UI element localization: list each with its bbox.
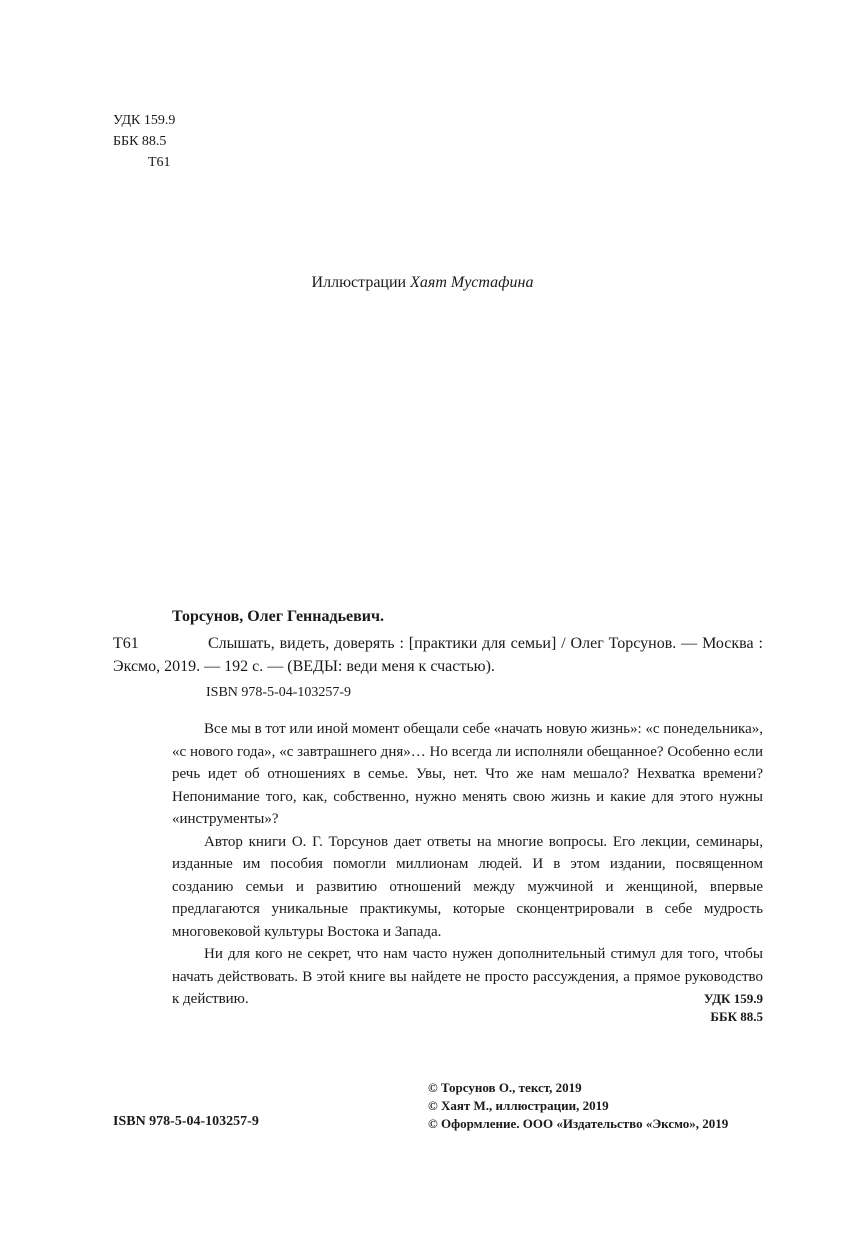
udk-code: УДК 159.9 xyxy=(113,113,176,128)
illustrations-prefix: Иллюстрации xyxy=(311,274,407,291)
classification-codes xyxy=(113,110,175,173)
author-heading: Торсунов, Олег Геннадьевич. xyxy=(172,608,385,625)
annotation xyxy=(172,718,763,1011)
catalog-isbn: ISBN 978-5-04-103257-9 xyxy=(206,685,352,700)
annotation-paragraph: Все мы в тот или иной момент обещали себе «начать новую жизнь»: «с понедельника», «с нового года», «с завтрашнего дня»… Но всегда ли исполняли обещанное? Особенно если речь идет об отношениях в семье. Увы, нет. Что же нам мешало? Нехватка времени? Непонимание того, как, собственно, нужно менять свою жизнь и какие для этого нужны «инструменты»? xyxy=(172,721,763,827)
right-udk-code: УДК 159.9 xyxy=(703,991,763,1006)
right-classification-codes xyxy=(600,990,763,1026)
isbn-bottom: ISBN 978-5-04-103257-9 xyxy=(113,1114,259,1129)
copyright-block xyxy=(428,1079,728,1133)
annotation-paragraph: Ни для кого не секрет, что нам часто нужен дополнительный стимул для того, чтобы начать действовать. В этой книге вы найдете не просто рассуждения, а прямое руководство к действию. xyxy=(172,946,763,1007)
copyright-line: © Хаят М., иллюстрации, 2019 xyxy=(428,1098,609,1113)
catalog-author-mark: Т61 xyxy=(113,635,139,652)
copyright-line: © Торсунов О., текст, 2019 xyxy=(428,1080,582,1095)
catalog-description: Слышать, видеть, доверять : [практики для семьи] / Олег Торсунов. — Москва : Эксмо, 2019. — 192 с. — (ВЕДЫ: веди меня к счастью). xyxy=(113,635,763,675)
catalog-entry xyxy=(113,632,763,678)
right-bbk-code: ББК 88.5 xyxy=(710,1009,763,1024)
author-mark: Т61 xyxy=(148,155,171,170)
illustrations-credit xyxy=(0,274,845,292)
illustrator-name: Хаят Мустафина xyxy=(410,274,534,291)
annotation-paragraph: Автор книги О. Г. Торсунов дает ответы на многие вопросы. Его лекции, семинары, изданные им пособия помогли миллионам людей. И в этом издании, посвященном созданию семьи и развитию отношений между мужчиной и женщиной, впервые предлагаются уникальные практикумы, которые сконцентрировали в себе мудрость многовековой культуры Востока и Запада. xyxy=(172,833,763,940)
copyright-line: © Оформление. ООО «Издательство «Эксмо», 2019 xyxy=(428,1116,729,1131)
bbk-code: ББК 88.5 xyxy=(113,134,167,149)
